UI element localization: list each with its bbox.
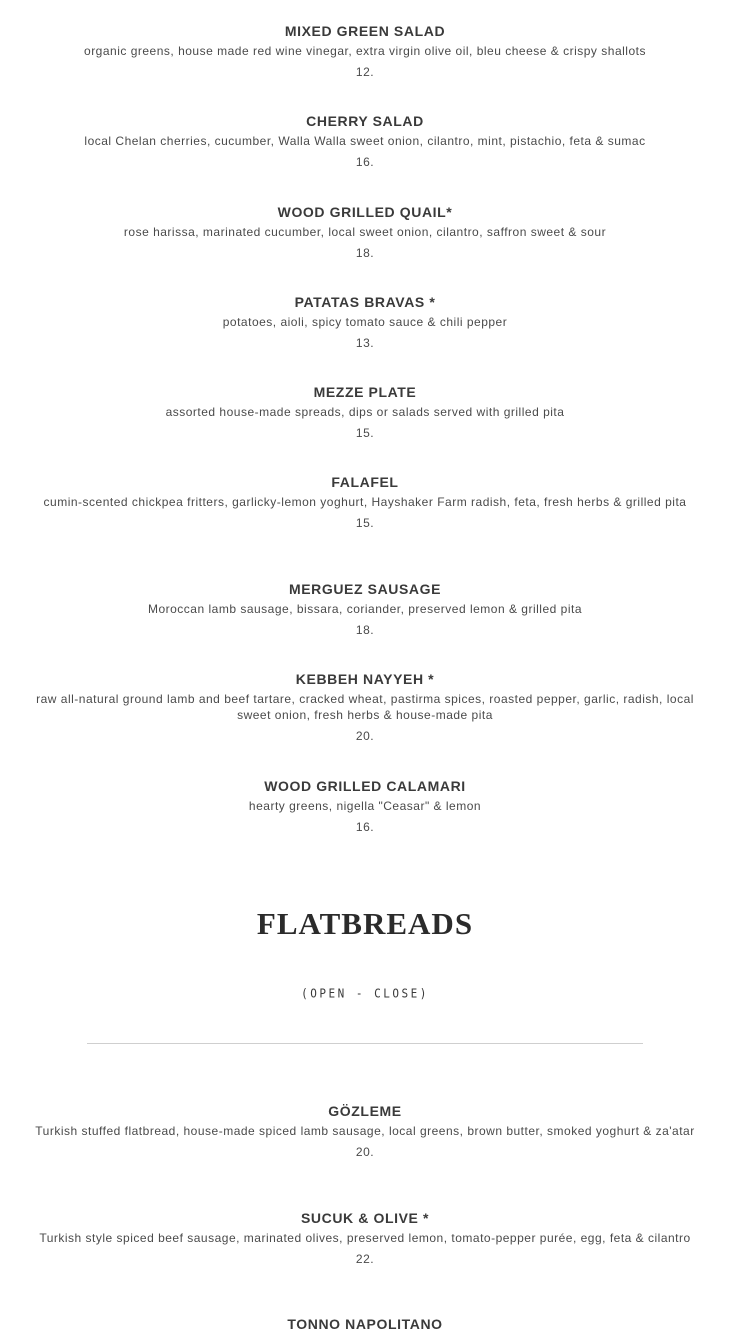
item-description: local Chelan cherries, cucumber, Walla Walla sweet onion, cilantro, mint, pistachio, feta & sumac <box>84 134 646 148</box>
item-price: 13. <box>355 336 375 350</box>
item-name: MEZZE PLATE <box>313 384 417 400</box>
item-description: assorted house-made spreads, dips or salads served with grilled pita <box>165 405 565 419</box>
menu-item-mezze-plate <box>20 383 710 441</box>
menu-item-wood-grilled-quail <box>20 203 710 261</box>
item-price: 18. <box>355 246 375 260</box>
menu-item-merguez-sausage <box>20 580 710 638</box>
item-name: WOOD GRILLED QUAIL* <box>277 204 453 220</box>
item-name: MERGUEZ SAUSAGE <box>288 581 442 597</box>
menu-item-falafel <box>20 473 710 531</box>
item-price: 18. <box>355 623 375 637</box>
item-description: potatoes, aioli, spicy tomato sauce & chili pepper <box>222 315 508 329</box>
item-description: organic greens, house made red wine vinegar, extra virgin olive oil, bleu cheese & crispy shallots <box>84 44 646 58</box>
item-price: 16. <box>355 820 375 834</box>
item-description: cumin-scented chickpea fritters, garlicky-lemon yoghurt, Hayshaker Farm radish, feta, fresh herbs & grilled pita <box>43 495 687 509</box>
item-name: FALAFEL <box>331 474 399 490</box>
item-description: Turkish stuffed flatbread, house-made spiced lamb sausage, local greens, brown butter, smoked yoghurt & za'atar <box>35 1124 695 1138</box>
section-title: FLATBREADS <box>256 906 474 941</box>
menu-item-kebbeh-nayyeh <box>20 670 710 744</box>
menu-item-gozleme <box>20 1102 710 1160</box>
section-hours: (OPEN - CLOSE) <box>301 985 429 1001</box>
item-description: raw all-natural ground lamb and beef tartare, cracked wheat, pastirma spices, roasted pepper, garlic, radish, local sweet onion, fresh herbs & house-made pita <box>36 692 694 722</box>
item-name: KEBBEH NAYYEH * <box>295 671 435 687</box>
menu-item-mixed-green-salad <box>20 22 710 80</box>
item-name: TONNO NAPOLITANO <box>287 1316 443 1332</box>
item-price: 16. <box>355 155 375 169</box>
item-price: 15. <box>355 516 375 530</box>
item-description: hearty greens, nigella "Ceasar" & lemon <box>248 799 482 813</box>
item-price: 15. <box>355 426 375 440</box>
item-price: 12. <box>355 65 375 79</box>
item-name: PATATAS BRAVAS * <box>294 294 436 310</box>
item-name: SUCUK & OLIVE * <box>300 1210 429 1226</box>
section-divider <box>87 1043 643 1044</box>
item-description: Turkish style spiced beef sausage, marinated olives, preserved lemon, tomato-pepper purée, egg, feta & cilantro <box>39 1231 691 1245</box>
menu-item-patatas-bravas <box>20 293 710 351</box>
item-name: CHERRY SALAD <box>306 113 424 129</box>
item-name: MIXED GREEN SALAD <box>284 23 446 39</box>
menu-item-cherry-salad <box>20 112 710 170</box>
item-name: WOOD GRILLED CALAMARI <box>264 778 466 794</box>
item-price: 20. <box>355 729 375 743</box>
menu-item-wood-grilled-calamari <box>20 777 710 835</box>
item-description: rose harissa, marinated cucumber, local sweet onion, cilantro, saffron sweet & sour <box>123 225 607 239</box>
item-description: Moroccan lamb sausage, bissara, coriander, preserved lemon & grilled pita <box>147 602 583 616</box>
item-price: 20. <box>355 1145 375 1159</box>
item-name: GÖZLEME <box>328 1103 402 1119</box>
menu-item-tonno-napolitano <box>20 1315 710 1333</box>
item-price: 22. <box>355 1252 375 1266</box>
menu-item-sucuk-olive <box>20 1209 710 1267</box>
